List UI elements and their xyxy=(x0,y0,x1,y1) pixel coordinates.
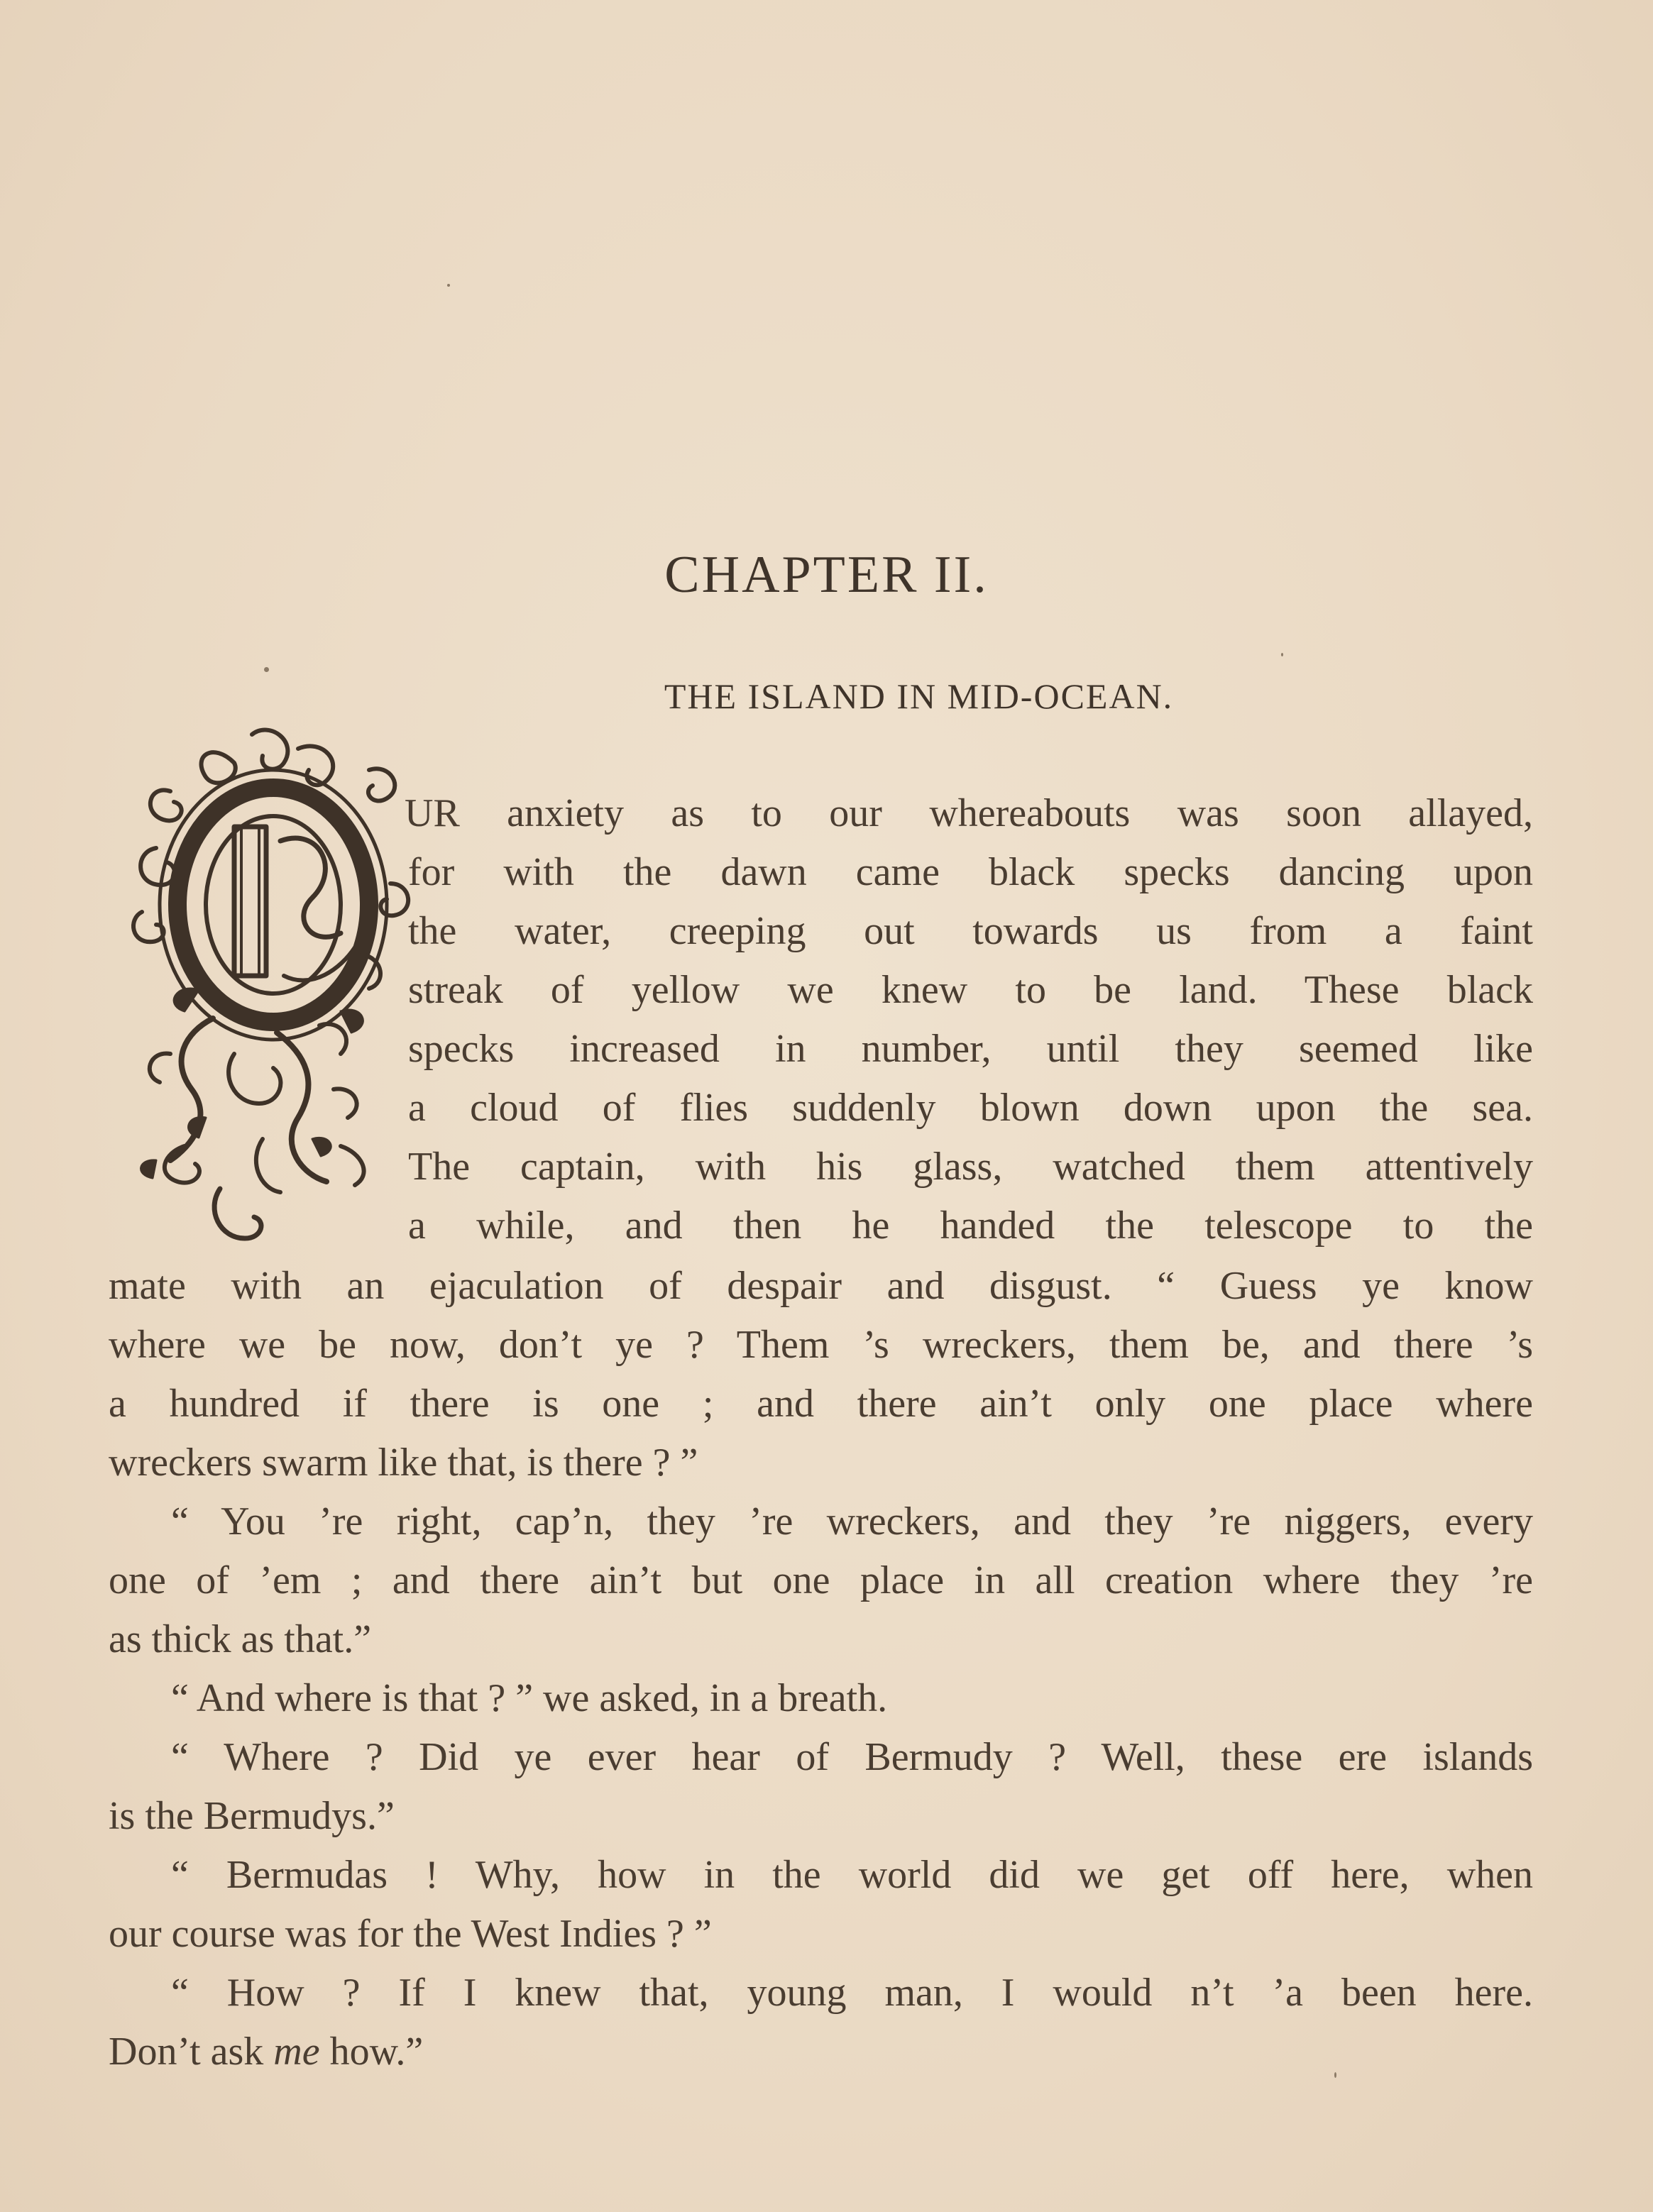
final-line-start: Don’t ask xyxy=(109,2030,274,2074)
body-text xyxy=(109,1257,1533,2081)
chapter-title: CHAPTER II. xyxy=(664,546,989,604)
text-line: “ And where is that ? ” we asked, in a breath. xyxy=(171,1676,888,1720)
drop-cap-paragraph-lines xyxy=(405,784,1533,1255)
paper-speck xyxy=(1281,653,1283,656)
final-line-end: how.” xyxy=(319,2030,424,2074)
text-line: our course was for the West Indies ? ” xyxy=(109,1912,712,1956)
paper-speck xyxy=(447,284,450,287)
text-line: a while, and then he handed the telescope to the xyxy=(408,1204,1533,1248)
text-line: UR anxiety as to our whereabouts was soon allayed, xyxy=(405,791,1533,835)
text-line: a hundred if there is one ; and there ain’t only one place where xyxy=(109,1382,1533,1426)
text-line: “ You ’re right, cap’n, they ’re wreckers, and they ’re niggers, every xyxy=(171,1500,1533,1544)
text-line: one of ’em ; and there ain’t but one place in all creation where they ’re xyxy=(109,1558,1533,1602)
final-text-line xyxy=(109,2023,1533,2081)
text-line: as thick as that.” xyxy=(109,1617,372,1661)
paper-speck xyxy=(1334,2072,1336,2078)
paper-speck xyxy=(264,667,269,672)
text-line: “ Where ? Did ye ever hear of Bermudy ? Well, these ere islands xyxy=(171,1735,1533,1779)
text-line: “ Bermudas ! Why, how in the world did we get off here, when xyxy=(171,1853,1533,1897)
text-line: the water, creeping out towards us from a faint xyxy=(408,909,1533,953)
text-line: wreckers swarm like that, is there ? ” xyxy=(109,1441,698,1485)
text-line: “ How ? If I knew that, young man, I would n’t ’a been here. xyxy=(171,1971,1533,2015)
emphasized-word: me xyxy=(273,2030,320,2074)
text-line: is the Bermudys.” xyxy=(109,1794,395,1838)
text-line: for with the dawn came black specks dancing upon xyxy=(408,850,1533,894)
text-line: mate with an ejaculation of despair and disgust. “ Guess ye know xyxy=(109,1264,1533,1308)
text-line: a cloud of flies suddenly blown down upon the sea. xyxy=(408,1086,1533,1130)
ornamental-drop-cap-o xyxy=(128,720,426,1256)
chapter-subtitle: THE ISLAND IN MID-OCEAN. xyxy=(664,676,1174,716)
text-line: where we be now, don’t ye ? Them ’s wreckers, them be, and there ’s xyxy=(109,1323,1533,1367)
text-line: specks increased in number, until they seemed like xyxy=(408,1027,1533,1071)
text-line: The captain, with his glass, watched them attentively xyxy=(408,1145,1533,1189)
text-line: streak of yellow we knew to be land. These black xyxy=(408,968,1533,1012)
